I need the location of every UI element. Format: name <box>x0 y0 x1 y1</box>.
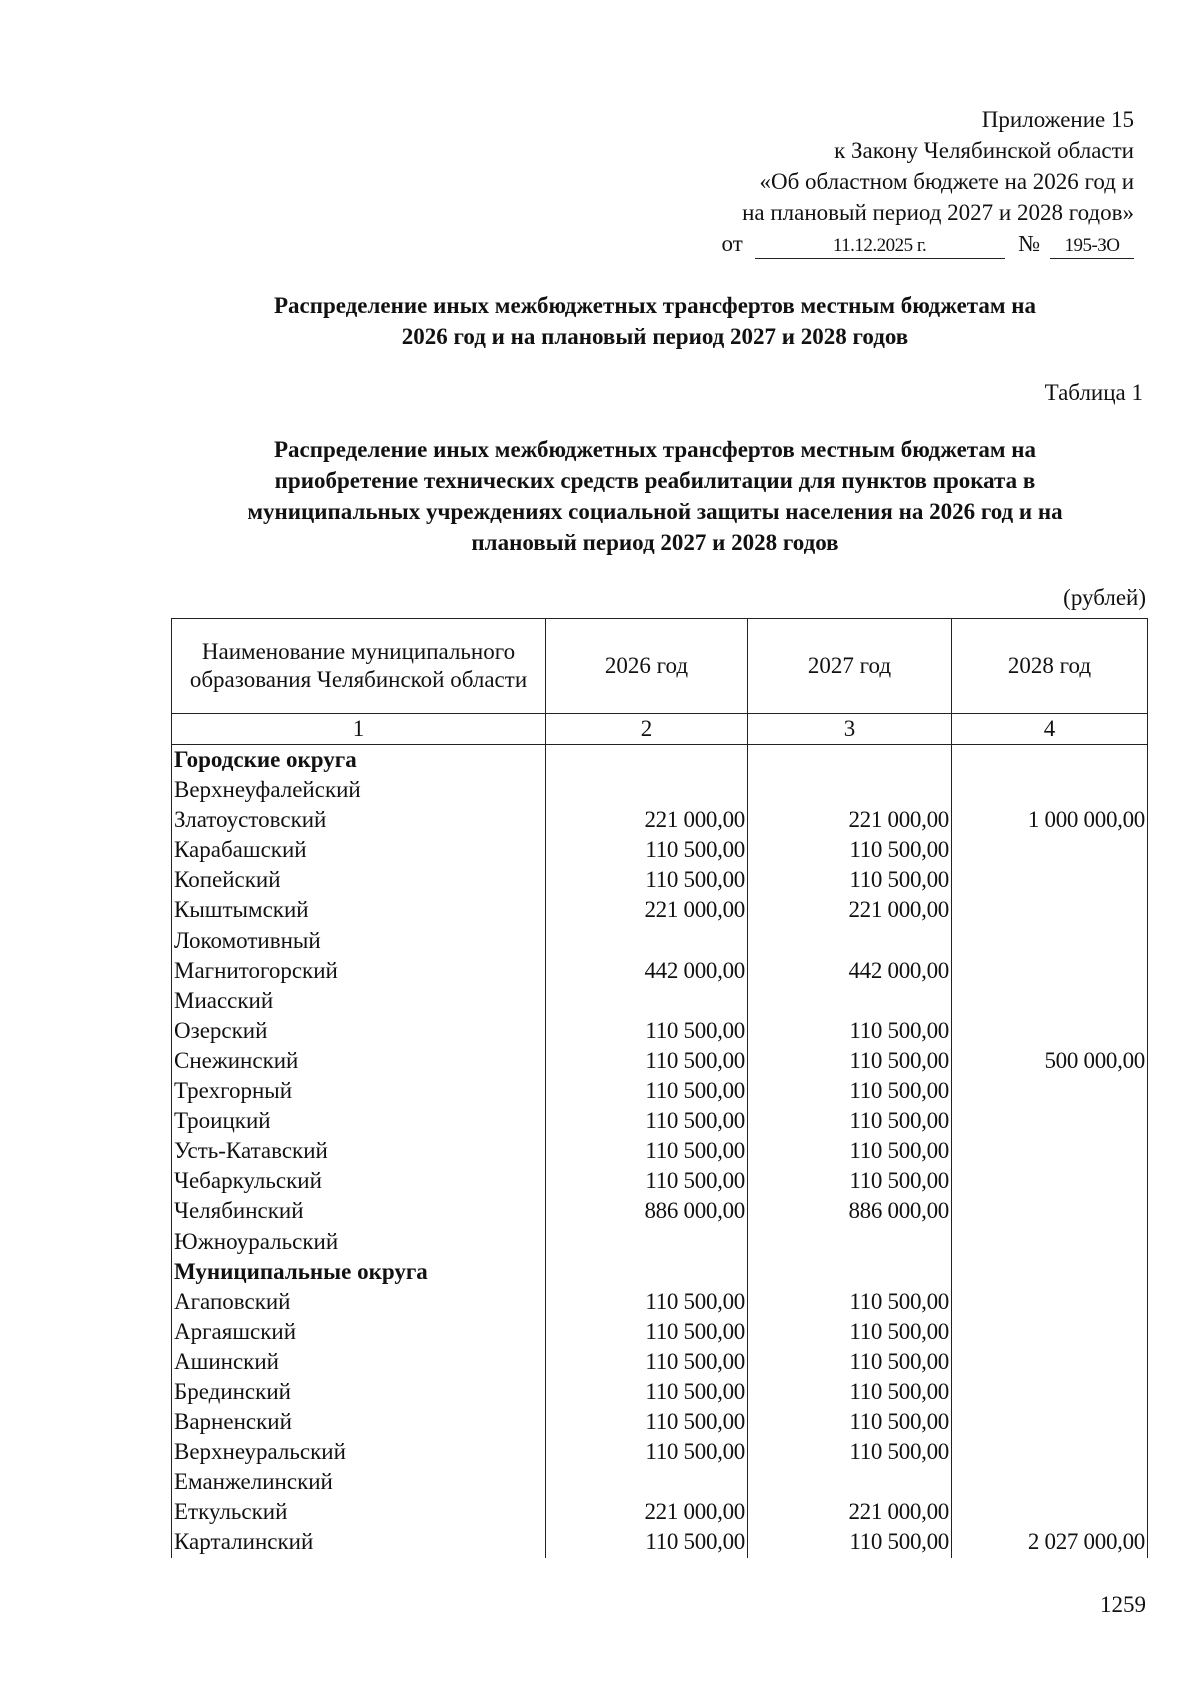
table-row <box>171 956 1148 986</box>
page-number: 1259 <box>1100 1592 1146 1617</box>
value-2027-cell: 110 500,00 <box>747 835 951 865</box>
table-title-line: плановый период 2027 и 2028 годов <box>471 530 839 555</box>
value-2028-cell <box>951 835 1148 865</box>
municipality-cell: Карабашский <box>171 835 545 865</box>
table-row <box>171 1196 1148 1226</box>
group-header-row <box>171 1257 1148 1287</box>
table-row <box>171 835 1148 865</box>
appendix-line: Приложение 15 <box>981 107 1134 132</box>
value-2028-cell <box>951 1377 1148 1407</box>
main-title <box>160 290 1150 352</box>
value-2027-cell: 221 000,00 <box>747 895 951 925</box>
value-2026-cell: 110 500,00 <box>545 1136 747 1166</box>
table-row <box>171 1136 1148 1166</box>
municipality-cell: Верхнеуфалейский <box>171 775 545 805</box>
column-number: 2 <box>545 714 747 745</box>
group-header-row <box>171 745 1148 775</box>
value-2028-cell <box>951 986 1148 1016</box>
value-2027-cell: 110 500,00 <box>747 1106 951 1136</box>
municipality-cell: Озерский <box>171 1016 545 1046</box>
value-2028-cell <box>951 1106 1148 1136</box>
municipality-cell: Чебаркульский <box>171 1166 545 1196</box>
value-2027-cell: 110 500,00 <box>747 1136 951 1166</box>
table-label: Таблица 1 <box>1044 380 1143 405</box>
table-row <box>171 1437 1148 1467</box>
appendix-line: к Закону Челябинской области <box>834 138 1134 163</box>
municipality-cell: Троицкий <box>171 1106 545 1136</box>
municipality-cell: Усть-Катавский <box>171 1136 545 1166</box>
table-row <box>171 1106 1148 1136</box>
municipality-cell: Ашинский <box>171 1347 545 1377</box>
value-2026-cell: 886 000,00 <box>545 1196 747 1226</box>
value-2028-cell <box>951 1347 1148 1377</box>
value-2026-cell: 110 500,00 <box>545 1407 747 1437</box>
value-2026-cell: 110 500,00 <box>545 1527 747 1557</box>
value-2028-cell <box>951 1196 1148 1226</box>
value-2027-cell: 110 500,00 <box>747 1437 951 1467</box>
table-row <box>171 1076 1148 1106</box>
municipality-cell: Еткульский <box>171 1497 545 1527</box>
column-header-2027: 2027 год <box>747 618 951 714</box>
value-2026-cell: 442 000,00 <box>545 956 747 986</box>
value-2026-cell: 221 000,00 <box>545 895 747 925</box>
value-2026-cell <box>545 986 747 1016</box>
value-2027-cell: 110 500,00 <box>747 1287 951 1317</box>
value-2026-cell <box>545 1257 747 1287</box>
law-date: 11.12.2025 г. <box>755 234 1005 259</box>
value-2028-cell <box>951 1166 1148 1196</box>
municipality-cell: Верхнеуральский <box>171 1437 545 1467</box>
value-2028-cell <box>951 1407 1148 1437</box>
municipality-cell: Муниципальные округа <box>171 1257 545 1287</box>
value-2026-cell: 110 500,00 <box>545 1106 747 1136</box>
table-title-line: муниципальных учреждениях социальной защиты населения на 2026 год и на <box>247 499 1063 524</box>
value-2027-cell <box>747 1467 951 1497</box>
municipality-cell: Челябинский <box>171 1196 545 1226</box>
municipality-cell: Агаповский <box>171 1287 545 1317</box>
table-title-line: приобретение технических средств реабилитации для пунктов проката в <box>274 468 1036 493</box>
value-2027-cell: 110 500,00 <box>747 1016 951 1046</box>
value-2028-cell <box>951 1497 1148 1527</box>
value-2026-cell: 110 500,00 <box>545 1166 747 1196</box>
value-2027-cell <box>747 1227 951 1257</box>
table-row <box>171 775 1148 805</box>
municipality-cell: Миасский <box>171 986 545 1016</box>
value-2027-cell: 886 000,00 <box>747 1196 951 1226</box>
value-2027-cell: 110 500,00 <box>747 1407 951 1437</box>
municipality-cell: Златоустовский <box>171 805 545 835</box>
value-2026-cell: 110 500,00 <box>545 1046 747 1076</box>
column-header-2028: 2028 год <box>951 618 1148 714</box>
value-2026-cell: 110 500,00 <box>545 1437 747 1467</box>
municipality-cell: Варненский <box>171 1407 545 1437</box>
table-row <box>171 805 1148 835</box>
transfers-table <box>171 618 1148 1558</box>
value-2027-cell <box>747 926 951 956</box>
table-title-line: Распределение иных межбюджетных трансфертов местным бюджетам на <box>273 437 1037 462</box>
table-row <box>171 1527 1148 1557</box>
column-number: 4 <box>951 714 1148 745</box>
value-2028-cell <box>951 1076 1148 1106</box>
value-2028-cell <box>951 1136 1148 1166</box>
appendix-line: «Об областном бюджете на 2026 год и <box>759 169 1134 194</box>
municipality-cell: Локомотивный <box>171 926 545 956</box>
table-row <box>171 986 1148 1016</box>
value-2027-cell <box>747 1257 951 1287</box>
value-2026-cell <box>545 745 747 775</box>
table-row <box>171 1287 1148 1317</box>
table-row <box>171 1317 1148 1347</box>
appendix-header <box>722 104 1134 259</box>
value-2026-cell: 110 500,00 <box>545 1076 747 1106</box>
value-2028-cell <box>951 956 1148 986</box>
value-2027-cell: 442 000,00 <box>747 956 951 986</box>
table-row <box>171 1227 1148 1257</box>
table-row <box>171 895 1148 925</box>
value-2028-cell <box>951 775 1148 805</box>
value-2027-cell: 110 500,00 <box>747 1347 951 1377</box>
municipality-cell: Магнитогорский <box>171 956 545 986</box>
value-2028-cell <box>951 1227 1148 1257</box>
law-date-number <box>722 228 1134 259</box>
table-row <box>171 1497 1148 1527</box>
value-2026-cell <box>545 1227 747 1257</box>
value-2028-cell <box>951 895 1148 925</box>
value-2027-cell: 110 500,00 <box>747 1527 951 1557</box>
value-2028-cell <box>951 865 1148 895</box>
value-2026-cell: 110 500,00 <box>545 1317 747 1347</box>
table-row <box>171 1016 1148 1046</box>
municipality-cell: Брединский <box>171 1377 545 1407</box>
value-2026-cell: 110 500,00 <box>545 1016 747 1046</box>
value-2027-cell: 110 500,00 <box>747 865 951 895</box>
main-title-line: Распределение иных межбюджетных трансфертов местным бюджетам на <box>273 293 1037 318</box>
value-2028-cell <box>951 1317 1148 1347</box>
table-row <box>171 1347 1148 1377</box>
value-2026-cell <box>545 775 747 805</box>
value-2028-cell <box>951 1437 1148 1467</box>
value-2028-cell <box>951 745 1148 775</box>
value-2028-cell: 2 027 000,00 <box>951 1527 1148 1557</box>
value-2027-cell <box>747 986 951 1016</box>
value-2028-cell: 1 000 000,00 <box>951 805 1148 835</box>
municipality-cell: Кыштымский <box>171 895 545 925</box>
table-header-row <box>171 618 1148 714</box>
table-row <box>171 1377 1148 1407</box>
municipality-cell: Снежинский <box>171 1046 545 1076</box>
municipality-cell: Еманжелинский <box>171 1467 545 1497</box>
municipality-cell: Городские округа <box>171 745 545 775</box>
value-2026-cell: 110 500,00 <box>545 865 747 895</box>
municipality-cell: Аргаяшский <box>171 1317 545 1347</box>
table-row <box>171 1046 1148 1076</box>
value-2028-cell <box>951 1287 1148 1317</box>
column-number-row <box>171 714 1148 745</box>
table-row <box>171 1407 1148 1437</box>
value-2026-cell: 221 000,00 <box>545 805 747 835</box>
value-2026-cell: 221 000,00 <box>545 1497 747 1527</box>
value-2028-cell <box>951 1016 1148 1046</box>
table-row <box>171 926 1148 956</box>
value-2026-cell <box>545 926 747 956</box>
municipality-cell: Копейский <box>171 865 545 895</box>
from-label: от <box>721 231 743 256</box>
appendix-line: на плановый период 2027 и 2028 годов» <box>742 200 1134 225</box>
value-2027-cell: 110 500,00 <box>747 1317 951 1347</box>
value-2026-cell: 110 500,00 <box>545 1287 747 1317</box>
value-2027-cell: 110 500,00 <box>747 1377 951 1407</box>
value-2026-cell: 110 500,00 <box>545 1377 747 1407</box>
value-2028-cell <box>951 926 1148 956</box>
column-number: 1 <box>171 714 545 745</box>
column-number: 3 <box>747 714 951 745</box>
value-2027-cell: 110 500,00 <box>747 1046 951 1076</box>
value-2027-cell <box>747 745 951 775</box>
table-row <box>171 865 1148 895</box>
value-2028-cell: 500 000,00 <box>951 1046 1148 1076</box>
municipality-cell: Трехгорный <box>171 1076 545 1106</box>
value-2027-cell: 221 000,00 <box>747 805 951 835</box>
table-body <box>171 745 1148 1558</box>
value-2027-cell: 221 000,00 <box>747 1497 951 1527</box>
value-2027-cell <box>747 775 951 805</box>
table-row <box>171 1467 1148 1497</box>
number-label: № <box>1018 231 1041 256</box>
municipality-cell: Южноуральский <box>171 1227 545 1257</box>
table-row <box>171 1166 1148 1196</box>
municipality-cell: Карталинский <box>171 1527 545 1557</box>
value-2026-cell: 110 500,00 <box>545 835 747 865</box>
value-2027-cell: 110 500,00 <box>747 1076 951 1106</box>
law-number: 195-ЗО <box>1050 234 1134 259</box>
units-label: (рублей) <box>1063 585 1146 610</box>
column-header-2026: 2026 год <box>545 618 747 714</box>
main-title-line: 2026 год и на плановый период 2027 и 2028 годов <box>401 324 909 349</box>
value-2028-cell <box>951 1467 1148 1497</box>
value-2026-cell: 110 500,00 <box>545 1347 747 1377</box>
value-2027-cell: 110 500,00 <box>747 1166 951 1196</box>
value-2026-cell <box>545 1467 747 1497</box>
column-header-municipality: Наименование муниципального образования Челябинской области <box>171 618 545 714</box>
value-2028-cell <box>951 1257 1148 1287</box>
table-title <box>160 434 1150 558</box>
